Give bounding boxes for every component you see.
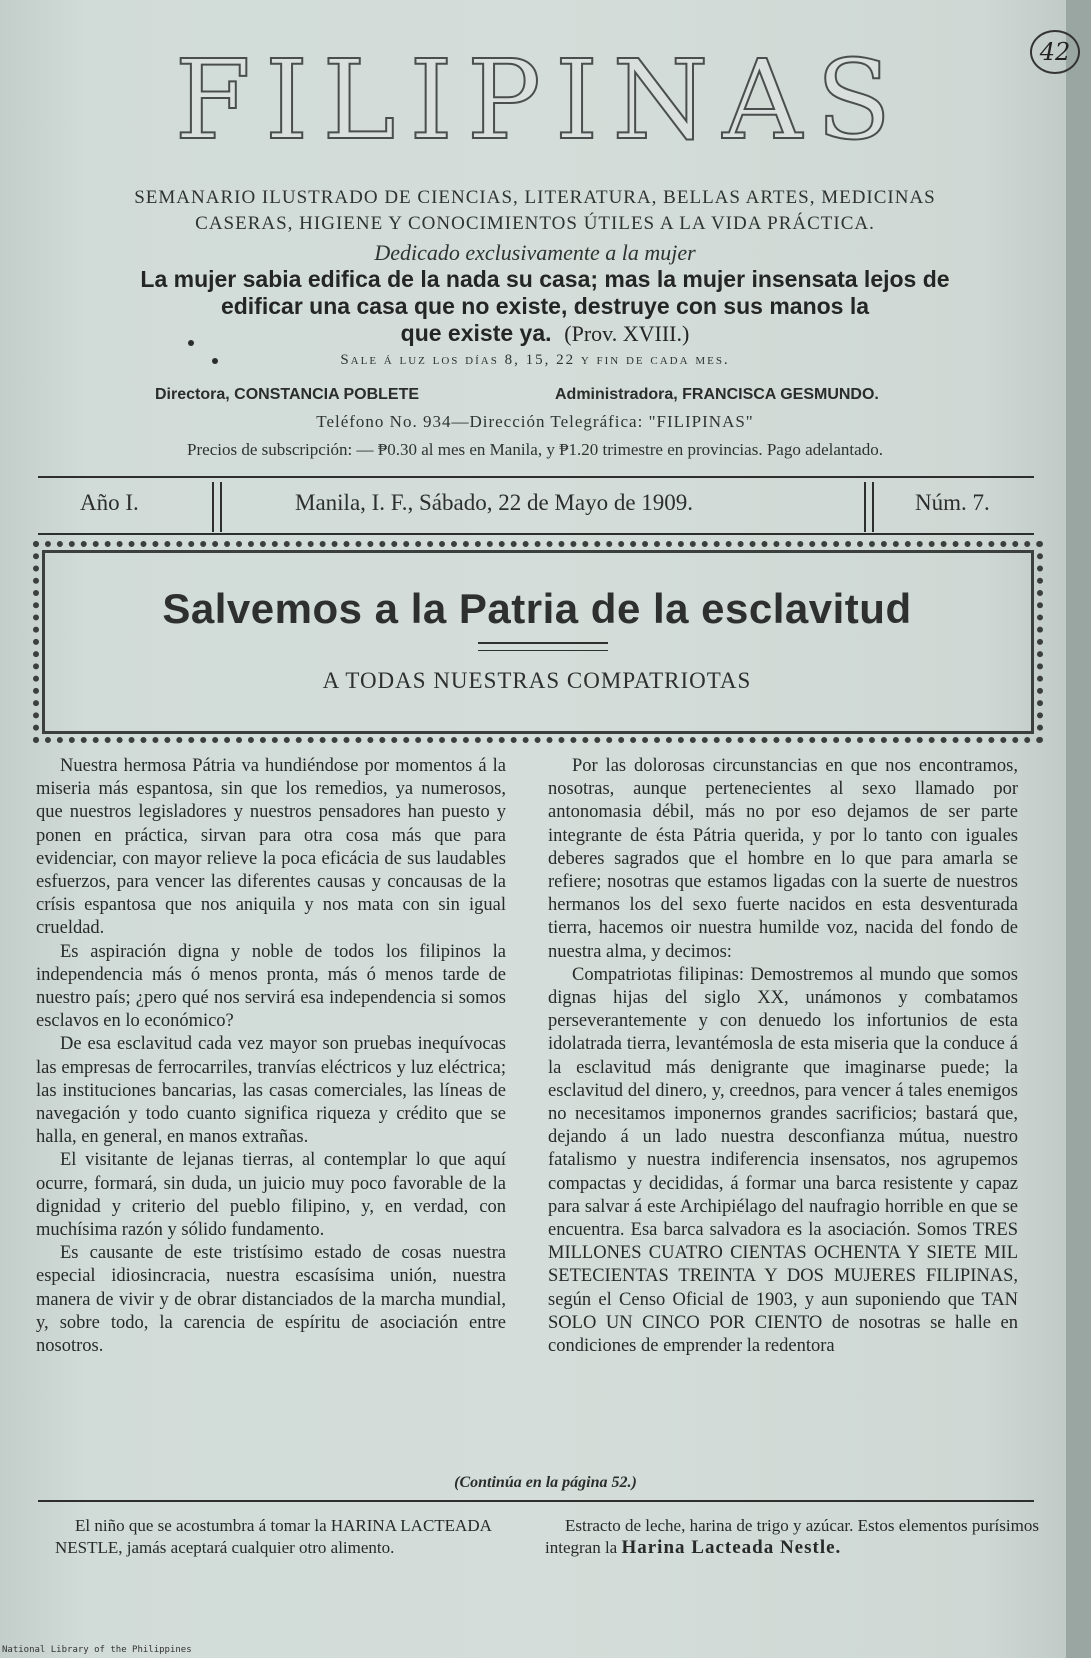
rule-ads xyxy=(38,1500,1034,1502)
ornament-dot xyxy=(188,340,194,346)
issue-place-date: Manila, I. F., Sábado, 22 de Mayo de 1909. xyxy=(295,490,694,515)
paragraph: Es causante de este tristísimo estado de cosas nuestra especial idiosincracia, nuestra escasísima unión, nuestra manera de vivir y de obrar distanciados de la marcha mundial, y, sobre todo, la carencia de espíritu de asociación entre nosotros. xyxy=(36,1243,506,1357)
column-divider xyxy=(864,482,874,532)
article-column-right xyxy=(548,755,1018,1358)
motto xyxy=(40,266,1050,347)
issue-year: Año I. xyxy=(80,490,139,515)
article-subtitle: A TODAS NUESTRAS COMPATRIOTAS xyxy=(322,668,752,693)
article-column-left xyxy=(36,755,506,1358)
ad-text: El niño que se acostumbra á tomar la HARINA LACTEADA NESTLE, jamás aceptará cualquier otro alimento. xyxy=(55,1516,491,1557)
subtitle-line-2: CASERAS, HIGIENE Y CONOCIMIENTOS ÚTILES A LA VIDA PRÁCTICA. xyxy=(195,213,875,234)
publication-days: Sale á luz los días 8, 15, 22 y fin de cada mes. xyxy=(340,352,730,368)
paragraph: Por las dolorosas circunstancias en que nos encontramos, nosotras, aunque pertenecientes al sexo llamado por antonomasia débil, más no por eso dejamos de ser parte integrante de ésta Pátria querida, y por lo tanto con iguales deberes sagrados que el hombre en lo que para amarla se refiere; nosotras que estamos ligadas con la suerte de nuestros hermanos los del sexo fuerte nacidos en esta desventurada tierra, hacemos oir nuestra humilde voz, nacida del fondo de nuestra alma, y decimos: xyxy=(548,756,1018,962)
title-underline xyxy=(478,650,608,651)
continuation-note: (Continúa en la página 52.) xyxy=(454,1474,637,1491)
telephone-line: Teléfono No. 934—Dirección Telegráfica: "FILIPINAS" xyxy=(316,412,754,431)
subtitle xyxy=(30,185,1040,237)
rule-bottom xyxy=(38,533,1034,535)
title-underline xyxy=(478,642,608,644)
advertisement-right xyxy=(545,1515,1045,1559)
subtitle-line-1: SEMANARIO ILUSTRADO DE CIENCIAS, LITERATURA, BELLAS ARTES, MEDICINAS xyxy=(134,187,936,208)
dedication: Dedicado exclusivamente a la mujer xyxy=(374,240,696,265)
paragraph: Es aspiración digna y noble de todos los filipinos la independencia más ó menos pronta, más ó menos tarde de nuestro país; ¿pero qué nos servirá esa independencia si somos esclavos en lo económico? xyxy=(36,941,506,1032)
archive-credit: National Library of the Philippines xyxy=(2,1645,192,1655)
paragraph: El visitante de lejanas tierras, al contemplar lo que aquí ocurre, formará, sin duda, un juicio muy poco favorable de la dignidad y criterio del pueblo filipino, y, en verdad, con muchísima razón y sólido fundamento. xyxy=(36,1150,506,1241)
page-edge xyxy=(1066,0,1091,1658)
masthead-title: FILIPINAS xyxy=(174,36,906,164)
subscription-prices: Precios de subscripción: — ₱0.30 al mes en Manila, y ₱1.20 trimestre en provincias. Pago adelantado. xyxy=(187,440,883,459)
motto-reference: (Prov. XVIII.) xyxy=(564,321,690,346)
motto-line-2: edificar una casa que no existe, destruye con sus manos la xyxy=(220,293,870,319)
rule-top xyxy=(38,476,1034,478)
motto-line-1: La mujer sabia edifica de la nada su casa; mas la mujer insensata lejos de xyxy=(140,266,950,292)
ad-brand: Harina Lacteada Nestle. xyxy=(621,1537,842,1558)
director: Directora, CONSTANCIA POBLETE xyxy=(155,386,420,403)
paragraph: Compatriotas filipinas: Demostremos al mundo que somos dignas hijas del siglo XX, unámonos y combatamos perseverantemente y con denuedo los infortunios de esta idolatrada tierra, levantémosla de esta miseria que la conduce á la esclavitud más denigrante que imaginarse puede; la esclavitud del dinero, y, creednos, para vencer á tales enemigos no necesitamos imponernos grandes sacrificios; bastará que, dejando á un lado nuestra desconfianza mútua, nuestro fatalismo y nuestra indiferencia insensatos, nos agrupemos compactas y decididas, á formar una barca resistente y capaz para salvar á este Archipiélago del naufragio horrible en que se encuentra. Esa barca salvadora es la asociación. Somos TRES MILLONES CUATRO CIENTAS OCHENTA Y SIETE MIL SETECIENTAS TREINTA Y DOS MUJERES FILIPINAS, según el Censo Oficial de 1903, y aun suponiendo que TAN SOLO UN CINCO POR CIENTO de nosotras se halle en condiciones de emprender la redentora xyxy=(548,964,1018,1357)
paragraph: De esa esclavitud cada vez mayor son pruebas inequívocas las empresas de ferrocarriles, tranvías eléctricos y luz eléctrica; las instituciones bancarias, las casas comerciales, las líneas de navegación y todo cuanto significa riqueza y crédito que se halla, en general, en manos extrañas. xyxy=(36,1034,506,1148)
administrator: Administradora, FRANCISCA GESMUNDO. xyxy=(555,386,879,403)
column-divider xyxy=(212,482,222,532)
paragraph: Nuestra hermosa Pátria va hundiéndose por momentos á la miseria más espantosa, sin que los remedios, ya numerosos, que nuestros legisladores y nuestros pensadores han puesto y ponen en práctica, sirvan para otra cosa más que para evidenciar, con mayor relieve la poca eficácia de sus laudables esfuerzos, para vencer las diferentes causas y concausas de la crísis espantosa que nos aniquila y nos mata con sin igual crueldad. xyxy=(36,756,506,939)
handwritten-page-number: 42 xyxy=(1030,30,1080,74)
advertisement-left xyxy=(55,1515,515,1559)
motto-line-3-text: que existe ya. xyxy=(400,320,552,346)
issue-number: Núm. 7. xyxy=(915,490,990,515)
article-title: Salvemos a la Patria de la esclavitud xyxy=(162,585,912,632)
ad-body: Estracto de leche, harina de trigo y azúcar. Estos elementos purísimos integran la xyxy=(545,1516,1039,1557)
ad-text xyxy=(545,1515,1045,1559)
